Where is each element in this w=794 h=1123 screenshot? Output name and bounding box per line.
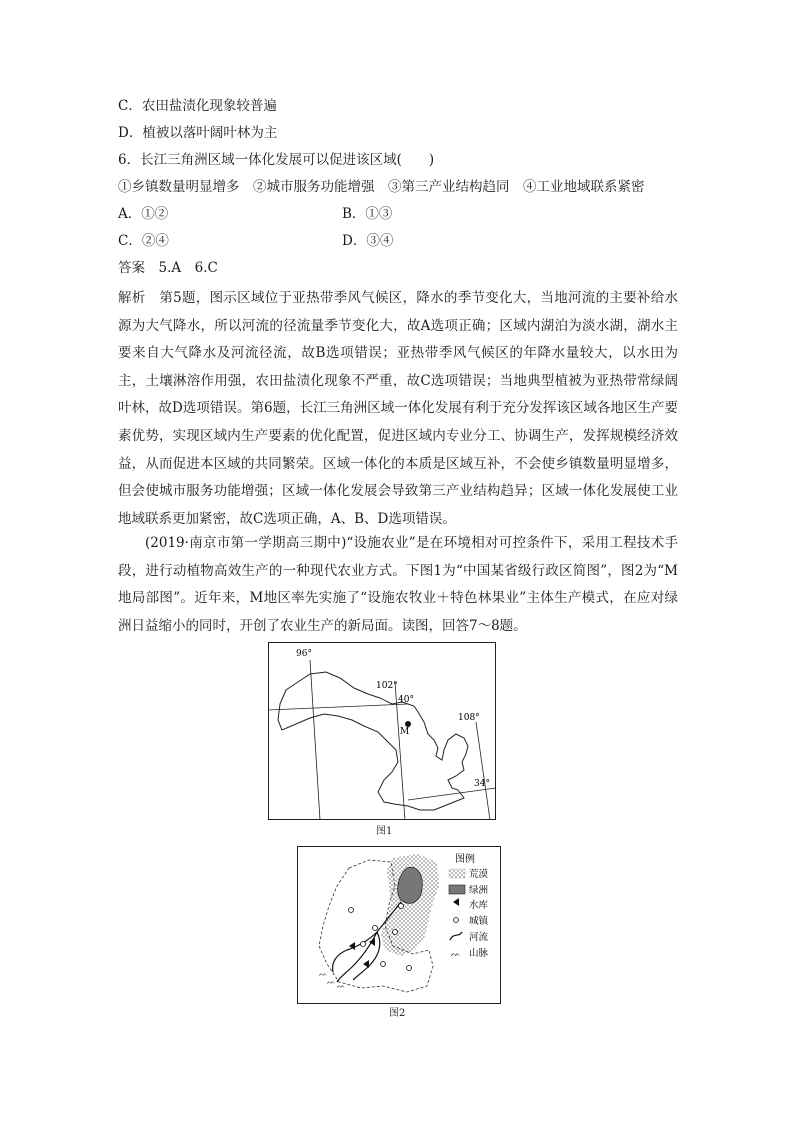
analysis-text: 解析 第5题，图示区域位于亚热带季风气候区，降水的季节变化大，当地河流的主要补给水源为大气降水，所以河流的径流量季节变化大，故A选项正确；区域内湖泊为淡水湖，湖水主要来自大气降水及河流径流，故B选项错误；亚热带季风气候区的年降水量较大，以水田为主，土壤淋溶作用强，农田盐渍化现象不严重，故C选项错误；当地典型植被为亚热带常绿阔叶林，故D选项错误。第6题，长江三角洲区域一体化发展有利于充分发挥该区域各地区生产要素优势，实现区域内生产要素的优化配置，促进区域内专业分工、协调生产，发挥规模经济效益，从而促进本区域的共同繁荣。区域一体化的本质是区域互补，不会使乡镇数量明显增多，但会使城市服务功能增强；区域一体化发展会导致第三产业结构趋异；区域一体化发展使工业地域联系更加紧密，故C选项正确，A、B、D选项错误。 [118, 290, 678, 527]
figure-2 [297, 846, 501, 1004]
intro-text: (2019·南京市第一学期高三期中)“设施农业”是在环境相对可控条件下，采用工程技术手段，进行动植物高效生产的一种现代农业方式。下图1为“中国某省级行政区简图”，图2为“M地局部图”。近年来，M地区率先实施了“设施农牧业＋特色林果业”主体生产模式，在应对绿洲日益缩小的同时，开创了农业生产的新局面。读图，回答7～8题。 [118, 535, 678, 634]
legend-river: 河流 [469, 932, 489, 943]
town-legend-icon [454, 918, 459, 923]
q6-items: ①乡镇数量明显增多 ②城市服务功能增强 ③第三产业结构趋同 ④工业地域联系紧密 [118, 179, 645, 195]
q6-option-b: B．①③ [342, 206, 393, 222]
q6-option-d: D．③④ [342, 233, 394, 249]
mountain-icon: ᨓ [337, 982, 346, 990]
label-m: M [400, 727, 410, 737]
mountain-icon: ᨓ [327, 978, 336, 986]
label-34: 34° [474, 779, 490, 789]
q6-option-c: C．②④ [118, 233, 169, 249]
m-local-map [297, 846, 501, 1004]
town-icon [361, 942, 366, 947]
q5-option-d: D．植被以落叶阔叶林为主 [118, 125, 278, 141]
legend-oasis: 绿洲 [469, 885, 489, 896]
mountain-icon: ᨓ [319, 970, 328, 978]
oasis-swatch [449, 885, 465, 894]
legend-title: 图例 [455, 854, 475, 865]
town-icon [381, 962, 386, 967]
town-icon [349, 908, 354, 913]
intro-paragraph [118, 530, 678, 640]
answer-line: 答案 5.A 6.C [118, 260, 218, 276]
label-108: 108° [458, 713, 480, 723]
mountain-legend-icon: ᨓ [451, 949, 461, 958]
legend-desert: 荒漠 [469, 869, 489, 880]
town-icon [373, 926, 378, 931]
q6-stem: 6．长江三角洲区域一体化发展可以促进该区域( ) [118, 152, 435, 168]
label-96: 96° [296, 649, 312, 659]
label-40: 40° [398, 695, 414, 705]
town-icon [407, 966, 412, 971]
q5-option-c: C．农田盐渍化现象较普遍 [118, 98, 277, 114]
figure-1 [268, 642, 496, 820]
town-icon [393, 930, 398, 935]
legend-reservoir: 水库 [469, 900, 489, 911]
q6-option-a: A．①② [118, 206, 169, 222]
legend-mountain: 山脉 [469, 948, 489, 959]
desert-swatch [449, 869, 465, 878]
legend-town: 城镇 [469, 916, 489, 927]
label-102: 102° [376, 681, 398, 691]
town-icon [399, 904, 404, 909]
figure-2-caption: 图2 [389, 1008, 406, 1019]
figure-1-caption: 图1 [376, 826, 393, 837]
province-map [268, 642, 496, 820]
analysis-paragraph [118, 285, 678, 533]
